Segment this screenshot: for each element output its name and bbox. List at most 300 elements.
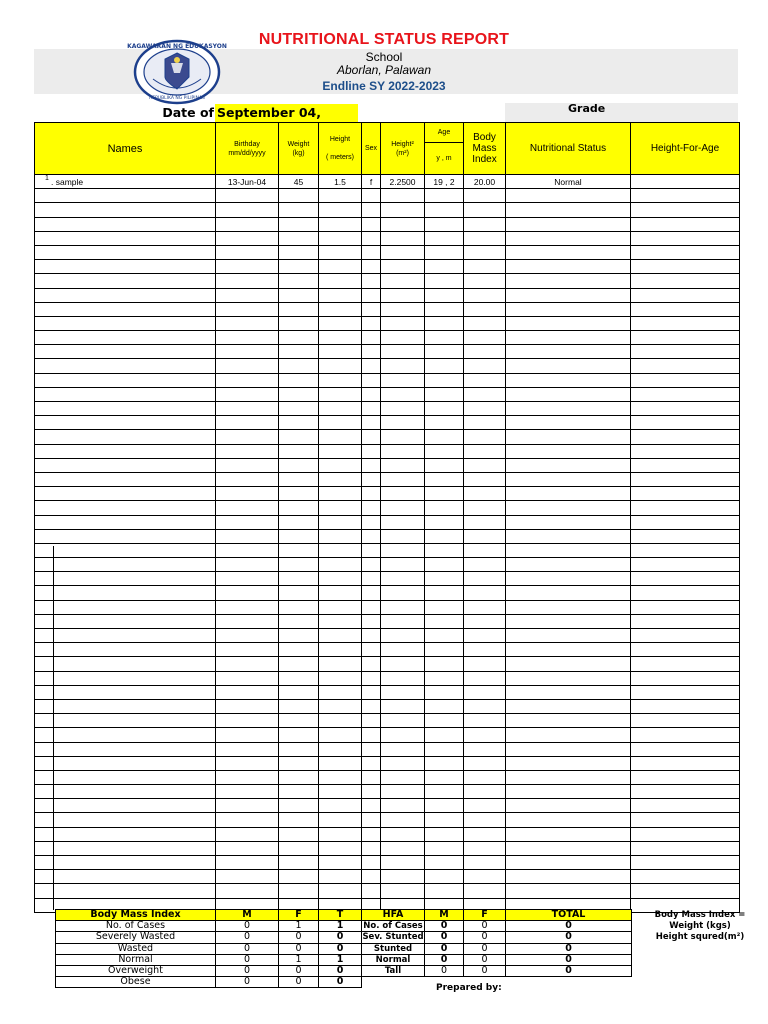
table-cell[interactable] bbox=[362, 699, 381, 713]
table-cell[interactable] bbox=[631, 856, 740, 870]
table-cell[interactable] bbox=[362, 359, 381, 373]
table-cell[interactable] bbox=[631, 302, 740, 316]
table-cell[interactable] bbox=[506, 345, 631, 359]
table-cell[interactable] bbox=[35, 614, 216, 628]
table-cell[interactable] bbox=[216, 359, 279, 373]
table-cell[interactable] bbox=[464, 345, 506, 359]
table-cell[interactable] bbox=[35, 643, 216, 657]
table-cell[interactable] bbox=[279, 558, 319, 572]
table-cell[interactable] bbox=[279, 458, 319, 472]
table-cell[interactable] bbox=[35, 231, 216, 245]
table-cell[interactable] bbox=[425, 657, 464, 671]
table-cell[interactable] bbox=[35, 316, 216, 330]
table-cell[interactable] bbox=[506, 501, 631, 515]
table-cell[interactable] bbox=[631, 260, 740, 274]
table-cell[interactable] bbox=[279, 302, 319, 316]
table-cell[interactable] bbox=[425, 742, 464, 756]
table-cell[interactable] bbox=[631, 274, 740, 288]
table-cell[interactable] bbox=[631, 203, 740, 217]
table-cell[interactable] bbox=[319, 402, 362, 416]
table-cell[interactable] bbox=[464, 657, 506, 671]
table-cell[interactable] bbox=[381, 884, 425, 898]
table-cell[interactable] bbox=[381, 600, 425, 614]
table-cell[interactable] bbox=[362, 515, 381, 529]
table-cell[interactable] bbox=[506, 472, 631, 486]
table-cell[interactable] bbox=[631, 189, 740, 203]
table-cell[interactable] bbox=[216, 387, 279, 401]
table-cell[interactable] bbox=[506, 572, 631, 586]
table-cell[interactable] bbox=[35, 458, 216, 472]
table-cell[interactable] bbox=[425, 472, 464, 486]
table-cell[interactable] bbox=[279, 430, 319, 444]
table-cell[interactable] bbox=[425, 586, 464, 600]
table-cell[interactable] bbox=[216, 827, 279, 841]
table-cell[interactable] bbox=[319, 373, 362, 387]
table-cell[interactable] bbox=[216, 586, 279, 600]
table-cell[interactable] bbox=[425, 260, 464, 274]
table-cell[interactable] bbox=[506, 260, 631, 274]
table-cell[interactable] bbox=[362, 501, 381, 515]
table-cell[interactable] bbox=[35, 586, 216, 600]
table-cell[interactable] bbox=[319, 728, 362, 742]
table-cell[interactable] bbox=[464, 529, 506, 543]
table-cell[interactable] bbox=[381, 217, 425, 231]
table-cell[interactable] bbox=[216, 472, 279, 486]
table-cell[interactable] bbox=[216, 373, 279, 387]
table-cell[interactable] bbox=[464, 373, 506, 387]
table-cell[interactable] bbox=[216, 671, 279, 685]
table-cell[interactable] bbox=[279, 827, 319, 841]
table-cell[interactable] bbox=[216, 685, 279, 699]
table-cell[interactable] bbox=[279, 501, 319, 515]
table-cell[interactable] bbox=[279, 543, 319, 557]
table-cell[interactable] bbox=[35, 359, 216, 373]
table-cell[interactable] bbox=[464, 217, 506, 231]
table-cell[interactable] bbox=[381, 841, 425, 855]
table-cell[interactable] bbox=[362, 856, 381, 870]
table-cell[interactable] bbox=[464, 472, 506, 486]
table-cell[interactable] bbox=[464, 614, 506, 628]
table-cell[interactable] bbox=[362, 245, 381, 259]
table-cell[interactable] bbox=[381, 870, 425, 884]
table-cell[interactable] bbox=[362, 203, 381, 217]
table-cell[interactable] bbox=[319, 699, 362, 713]
table-cell[interactable] bbox=[631, 444, 740, 458]
table-cell[interactable] bbox=[464, 274, 506, 288]
table-cell[interactable] bbox=[279, 614, 319, 628]
table-cell[interactable] bbox=[381, 444, 425, 458]
table-cell[interactable] bbox=[216, 841, 279, 855]
table-cell[interactable] bbox=[464, 827, 506, 841]
table-cell[interactable] bbox=[464, 416, 506, 430]
table-cell[interactable] bbox=[631, 614, 740, 628]
table-cell[interactable] bbox=[425, 430, 464, 444]
table-cell[interactable] bbox=[631, 316, 740, 330]
table-cell[interactable] bbox=[381, 359, 425, 373]
table-cell[interactable] bbox=[216, 444, 279, 458]
table-cell[interactable] bbox=[381, 685, 425, 699]
table-cell[interactable] bbox=[319, 203, 362, 217]
table-cell[interactable] bbox=[319, 529, 362, 543]
table-cell[interactable] bbox=[35, 501, 216, 515]
table-cell[interactable] bbox=[506, 529, 631, 543]
table-cell[interactable] bbox=[464, 331, 506, 345]
table-cell[interactable] bbox=[279, 657, 319, 671]
table-cell[interactable] bbox=[216, 558, 279, 572]
table-cell[interactable] bbox=[35, 487, 216, 501]
table-cell[interactable] bbox=[464, 770, 506, 784]
table-cell[interactable] bbox=[425, 515, 464, 529]
table-cell[interactable] bbox=[362, 487, 381, 501]
table-cell[interactable] bbox=[506, 728, 631, 742]
table-cell[interactable] bbox=[631, 558, 740, 572]
table-cell[interactable] bbox=[35, 430, 216, 444]
table-cell[interactable] bbox=[216, 572, 279, 586]
table-cell[interactable] bbox=[362, 458, 381, 472]
table-cell[interactable] bbox=[631, 288, 740, 302]
table-cell[interactable] bbox=[319, 714, 362, 728]
table-cell[interactable] bbox=[464, 799, 506, 813]
table-cell[interactable] bbox=[279, 799, 319, 813]
table-cell[interactable] bbox=[319, 316, 362, 330]
table-cell[interactable] bbox=[35, 841, 216, 855]
table-cell[interactable] bbox=[381, 558, 425, 572]
table-cell[interactable] bbox=[35, 870, 216, 884]
table-cell[interactable] bbox=[319, 359, 362, 373]
table-cell[interactable] bbox=[279, 203, 319, 217]
table-cell[interactable] bbox=[381, 543, 425, 557]
table-cell[interactable] bbox=[425, 785, 464, 799]
table-cell[interactable] bbox=[381, 472, 425, 486]
table-cell[interactable] bbox=[216, 657, 279, 671]
table-cell[interactable] bbox=[216, 316, 279, 330]
table-cell[interactable] bbox=[464, 260, 506, 274]
table-cell[interactable] bbox=[464, 728, 506, 742]
table-cell[interactable] bbox=[381, 302, 425, 316]
table-cell[interactable] bbox=[319, 416, 362, 430]
table-cell[interactable] bbox=[506, 416, 631, 430]
table-cell[interactable] bbox=[464, 359, 506, 373]
table-cell[interactable] bbox=[362, 799, 381, 813]
table-cell[interactable] bbox=[279, 699, 319, 713]
table-cell[interactable] bbox=[464, 231, 506, 245]
table-cell[interactable] bbox=[506, 756, 631, 770]
table-cell[interactable] bbox=[362, 402, 381, 416]
table-cell[interactable] bbox=[216, 203, 279, 217]
table-cell[interactable] bbox=[279, 373, 319, 387]
table-cell[interactable] bbox=[425, 501, 464, 515]
table-cell[interactable] bbox=[506, 487, 631, 501]
table-cell[interactable] bbox=[464, 245, 506, 259]
table-cell[interactable] bbox=[279, 770, 319, 784]
table-cell[interactable] bbox=[279, 629, 319, 643]
table-cell[interactable] bbox=[279, 785, 319, 799]
table-cell[interactable] bbox=[506, 543, 631, 557]
table-cell[interactable] bbox=[279, 359, 319, 373]
table-cell[interactable] bbox=[216, 728, 279, 742]
table-cell[interactable] bbox=[381, 316, 425, 330]
table-cell[interactable] bbox=[216, 856, 279, 870]
table-cell[interactable] bbox=[319, 515, 362, 529]
table-cell[interactable] bbox=[319, 558, 362, 572]
table-cell[interactable] bbox=[319, 614, 362, 628]
table-cell[interactable] bbox=[425, 231, 464, 245]
table-cell[interactable] bbox=[319, 302, 362, 316]
table-cell[interactable] bbox=[362, 416, 381, 430]
table-cell[interactable] bbox=[381, 714, 425, 728]
table-cell[interactable] bbox=[362, 643, 381, 657]
table-cell[interactable] bbox=[425, 671, 464, 685]
table-cell[interactable] bbox=[35, 543, 216, 557]
table-cell[interactable] bbox=[216, 614, 279, 628]
table-cell[interactable] bbox=[279, 387, 319, 401]
table-cell[interactable] bbox=[319, 472, 362, 486]
table-cell[interactable] bbox=[631, 572, 740, 586]
table-cell[interactable] bbox=[279, 231, 319, 245]
table-cell[interactable] bbox=[631, 245, 740, 259]
table-cell[interactable] bbox=[425, 331, 464, 345]
table-cell[interactable] bbox=[319, 870, 362, 884]
table-cell[interactable] bbox=[362, 316, 381, 330]
table-cell[interactable] bbox=[362, 728, 381, 742]
table-cell[interactable] bbox=[216, 260, 279, 274]
table-cell[interactable] bbox=[279, 444, 319, 458]
table-cell[interactable] bbox=[631, 600, 740, 614]
table-cell[interactable] bbox=[464, 316, 506, 330]
table-cell[interactable] bbox=[216, 813, 279, 827]
table-cell[interactable] bbox=[425, 870, 464, 884]
table-cell[interactable] bbox=[319, 629, 362, 643]
table-cell[interactable] bbox=[319, 487, 362, 501]
table-cell[interactable] bbox=[425, 884, 464, 898]
table-cell[interactable] bbox=[381, 430, 425, 444]
table-cell[interactable] bbox=[319, 572, 362, 586]
table-cell[interactable] bbox=[35, 714, 216, 728]
table-cell[interactable] bbox=[464, 856, 506, 870]
table-cell[interactable] bbox=[631, 430, 740, 444]
table-cell[interactable] bbox=[506, 402, 631, 416]
table-cell[interactable] bbox=[381, 699, 425, 713]
table-cell[interactable] bbox=[631, 345, 740, 359]
table-cell[interactable] bbox=[216, 487, 279, 501]
table-cell[interactable] bbox=[362, 189, 381, 203]
table-cell[interactable] bbox=[216, 217, 279, 231]
table-cell[interactable] bbox=[216, 345, 279, 359]
table-cell[interactable] bbox=[279, 884, 319, 898]
cell-height[interactable]: 1.5 bbox=[319, 175, 362, 189]
table-cell[interactable] bbox=[381, 515, 425, 529]
table-cell[interactable] bbox=[631, 529, 740, 543]
table-cell[interactable] bbox=[381, 572, 425, 586]
table-cell[interactable] bbox=[464, 841, 506, 855]
table-cell[interactable] bbox=[319, 813, 362, 827]
table-cell[interactable] bbox=[381, 770, 425, 784]
table-cell[interactable] bbox=[216, 331, 279, 345]
table-cell[interactable] bbox=[506, 231, 631, 245]
table-cell[interactable] bbox=[35, 671, 216, 685]
table-cell[interactable] bbox=[425, 203, 464, 217]
table-cell[interactable] bbox=[464, 387, 506, 401]
table-cell[interactable] bbox=[425, 458, 464, 472]
table-cell[interactable] bbox=[35, 189, 216, 203]
table-cell[interactable] bbox=[631, 799, 740, 813]
table-cell[interactable] bbox=[362, 558, 381, 572]
table-cell[interactable] bbox=[362, 260, 381, 274]
table-cell[interactable] bbox=[216, 600, 279, 614]
table-cell[interactable] bbox=[319, 799, 362, 813]
table-cell[interactable] bbox=[362, 813, 381, 827]
table-cell[interactable] bbox=[506, 302, 631, 316]
table-cell[interactable] bbox=[631, 402, 740, 416]
table-cell[interactable] bbox=[279, 586, 319, 600]
table-cell[interactable] bbox=[631, 231, 740, 245]
table-cell[interactable] bbox=[631, 671, 740, 685]
table-cell[interactable] bbox=[381, 827, 425, 841]
table-cell[interactable] bbox=[381, 529, 425, 543]
table-cell[interactable] bbox=[35, 629, 216, 643]
table-cell[interactable] bbox=[216, 416, 279, 430]
table-cell[interactable] bbox=[425, 558, 464, 572]
table-cell[interactable] bbox=[381, 501, 425, 515]
table-cell[interactable] bbox=[506, 586, 631, 600]
table-cell[interactable] bbox=[464, 402, 506, 416]
table-cell[interactable] bbox=[506, 629, 631, 643]
table-cell[interactable] bbox=[464, 501, 506, 515]
table-cell[interactable] bbox=[631, 657, 740, 671]
table-cell[interactable] bbox=[425, 799, 464, 813]
table-cell[interactable] bbox=[631, 870, 740, 884]
table-cell[interactable] bbox=[216, 501, 279, 515]
table-cell[interactable] bbox=[319, 331, 362, 345]
table-cell[interactable] bbox=[35, 685, 216, 699]
table-cell[interactable] bbox=[506, 558, 631, 572]
table-cell[interactable] bbox=[35, 785, 216, 799]
table-cell[interactable] bbox=[506, 742, 631, 756]
table-cell[interactable] bbox=[381, 203, 425, 217]
table-cell[interactable] bbox=[506, 699, 631, 713]
table-cell[interactable] bbox=[631, 714, 740, 728]
table-cell[interactable] bbox=[35, 203, 216, 217]
table-cell[interactable] bbox=[362, 430, 381, 444]
table-cell[interactable] bbox=[319, 884, 362, 898]
table-cell[interactable] bbox=[319, 274, 362, 288]
table-cell[interactable] bbox=[425, 345, 464, 359]
table-cell[interactable] bbox=[425, 316, 464, 330]
table-cell[interactable] bbox=[319, 643, 362, 657]
table-cell[interactable] bbox=[35, 728, 216, 742]
table-cell[interactable] bbox=[279, 756, 319, 770]
table-cell[interactable] bbox=[362, 614, 381, 628]
table-cell[interactable] bbox=[631, 501, 740, 515]
table-cell[interactable] bbox=[425, 699, 464, 713]
table-cell[interactable] bbox=[381, 629, 425, 643]
table-cell[interactable] bbox=[319, 189, 362, 203]
table-cell[interactable] bbox=[425, 416, 464, 430]
date-of-weighing-value[interactable]: September 04, bbox=[215, 104, 358, 122]
table-cell[interactable] bbox=[279, 870, 319, 884]
table-cell[interactable] bbox=[319, 841, 362, 855]
table-cell[interactable] bbox=[319, 600, 362, 614]
table-cell[interactable] bbox=[425, 529, 464, 543]
table-cell[interactable] bbox=[425, 856, 464, 870]
table-cell[interactable] bbox=[216, 714, 279, 728]
table-cell[interactable] bbox=[362, 671, 381, 685]
table-cell[interactable] bbox=[425, 288, 464, 302]
cell-sex[interactable]: f bbox=[362, 175, 381, 189]
table-cell[interactable] bbox=[216, 515, 279, 529]
table-cell[interactable] bbox=[216, 884, 279, 898]
table-cell[interactable] bbox=[362, 472, 381, 486]
table-cell[interactable] bbox=[35, 260, 216, 274]
table-cell[interactable] bbox=[216, 231, 279, 245]
table-cell[interactable] bbox=[319, 345, 362, 359]
table-cell[interactable] bbox=[35, 472, 216, 486]
table-cell[interactable] bbox=[506, 515, 631, 529]
table-cell[interactable] bbox=[216, 629, 279, 643]
table-cell[interactable] bbox=[362, 387, 381, 401]
table-cell[interactable] bbox=[279, 288, 319, 302]
table-cell[interactable] bbox=[362, 600, 381, 614]
table-cell[interactable] bbox=[631, 543, 740, 557]
table-cell[interactable] bbox=[425, 444, 464, 458]
table-cell[interactable] bbox=[425, 487, 464, 501]
table-cell[interactable] bbox=[362, 884, 381, 898]
table-cell[interactable] bbox=[381, 671, 425, 685]
table-cell[interactable] bbox=[381, 756, 425, 770]
table-cell[interactable] bbox=[35, 827, 216, 841]
table-cell[interactable] bbox=[381, 643, 425, 657]
table-cell[interactable] bbox=[35, 245, 216, 259]
table-cell[interactable] bbox=[506, 359, 631, 373]
table-cell[interactable] bbox=[279, 728, 319, 742]
table-cell[interactable] bbox=[425, 600, 464, 614]
table-cell[interactable] bbox=[319, 756, 362, 770]
table-cell[interactable] bbox=[35, 331, 216, 345]
table-cell[interactable] bbox=[362, 629, 381, 643]
table-cell[interactable] bbox=[362, 785, 381, 799]
table-cell[interactable] bbox=[425, 245, 464, 259]
table-cell[interactable] bbox=[279, 841, 319, 855]
table-cell[interactable] bbox=[464, 685, 506, 699]
table-cell[interactable] bbox=[35, 884, 216, 898]
table-cell[interactable] bbox=[631, 217, 740, 231]
table-cell[interactable] bbox=[464, 430, 506, 444]
table-cell[interactable] bbox=[506, 770, 631, 784]
table-cell[interactable] bbox=[216, 402, 279, 416]
table-cell[interactable] bbox=[506, 685, 631, 699]
table-cell[interactable] bbox=[279, 217, 319, 231]
table-cell[interactable] bbox=[381, 402, 425, 416]
table-cell[interactable] bbox=[381, 231, 425, 245]
table-cell[interactable] bbox=[425, 756, 464, 770]
table-cell[interactable] bbox=[216, 458, 279, 472]
table-cell[interactable] bbox=[279, 643, 319, 657]
table-cell[interactable] bbox=[216, 189, 279, 203]
table-cell[interactable] bbox=[35, 387, 216, 401]
table-cell[interactable] bbox=[35, 274, 216, 288]
table-cell[interactable] bbox=[631, 373, 740, 387]
table-cell[interactable] bbox=[464, 671, 506, 685]
table-cell[interactable] bbox=[631, 742, 740, 756]
table-cell[interactable] bbox=[506, 856, 631, 870]
table-cell[interactable] bbox=[464, 586, 506, 600]
table-cell[interactable] bbox=[425, 714, 464, 728]
table-cell[interactable] bbox=[35, 756, 216, 770]
table-cell[interactable] bbox=[425, 685, 464, 699]
table-cell[interactable] bbox=[425, 189, 464, 203]
table-cell[interactable] bbox=[216, 799, 279, 813]
table-cell[interactable] bbox=[362, 756, 381, 770]
